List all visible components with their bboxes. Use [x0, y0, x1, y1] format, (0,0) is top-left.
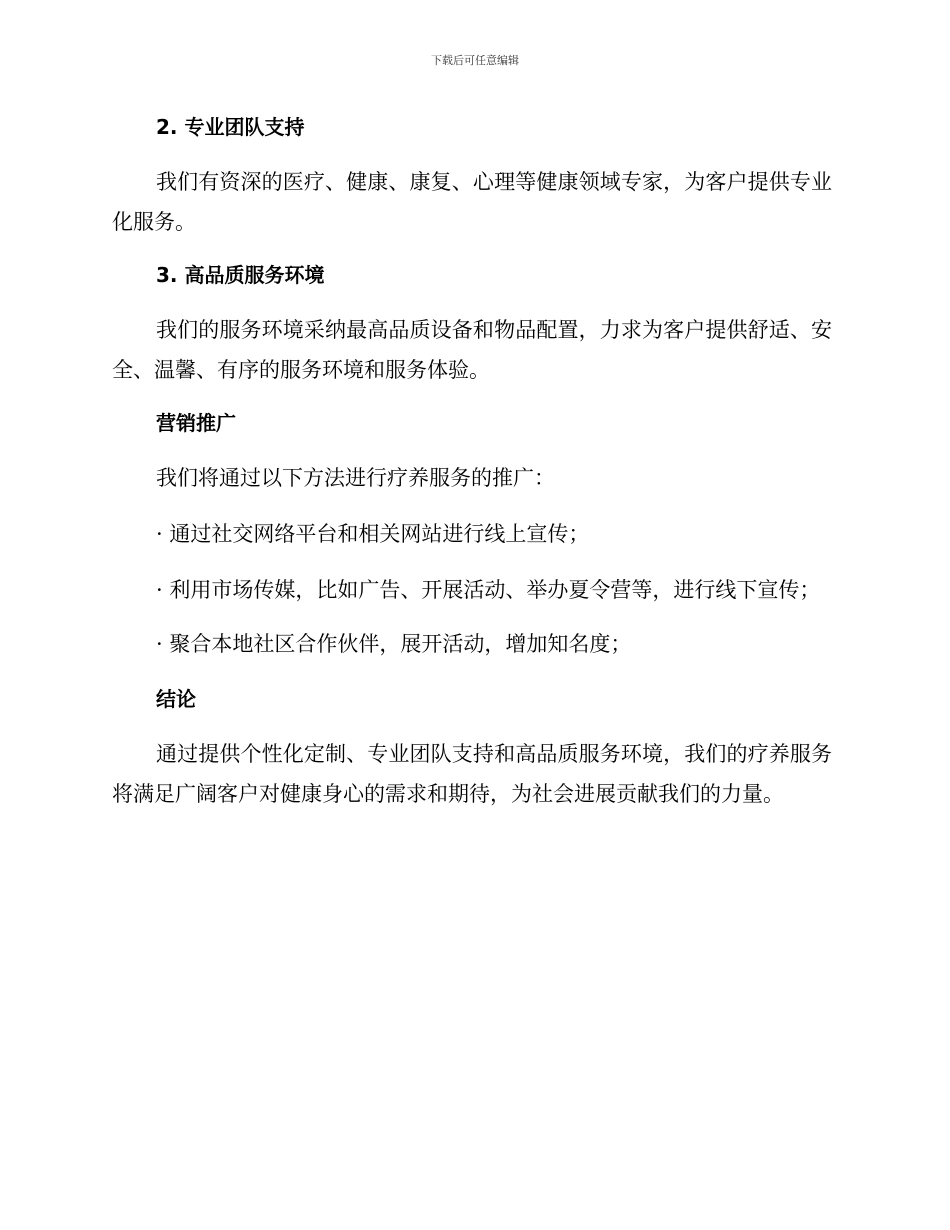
document-body: [112, 108, 832, 828]
section-body-conclusion: 通过提供个性化定制、专业团队支持和高品质服务环境，我们的疗养服务将满足广阔客户对健康身心的需求和期待，为社会进展贡献我们的力量。: [112, 742, 832, 806]
marketing-item-offline: · 利用市场传媒，比如广告、开展活动、举办夏令营等，进行线下宣传；: [156, 578, 821, 602]
marketing-item-online: · 通过社交网络平台和相关网站进行线上宣传；: [156, 522, 590, 546]
header-note: 下载后可任意编辑: [431, 54, 519, 67]
section-heading-team: 2. 专业团队支持: [156, 115, 305, 139]
marketing-item-community: · 聚合本地社区合作伙伴，展开活动，增加知名度；: [156, 632, 632, 656]
section-body-team: 我们有资深的医疗、健康、康复、心理等健康领域专家，为客户提供专业化服务。: [112, 170, 832, 234]
section-body-environment: 我们的服务环境采纳最高品质设备和物品配置，力求为客户提供舒适、安全、温馨、有序的服务环境和服务体验。: [112, 318, 832, 382]
marketing-intro: 我们将通过以下方法进行疗养服务的推广：: [156, 466, 555, 490]
section-heading-environment: 3. 高品质服务环境: [156, 263, 325, 287]
section-heading-conclusion: 结论: [156, 687, 196, 711]
section-heading-marketing: 营销推广: [156, 411, 236, 435]
